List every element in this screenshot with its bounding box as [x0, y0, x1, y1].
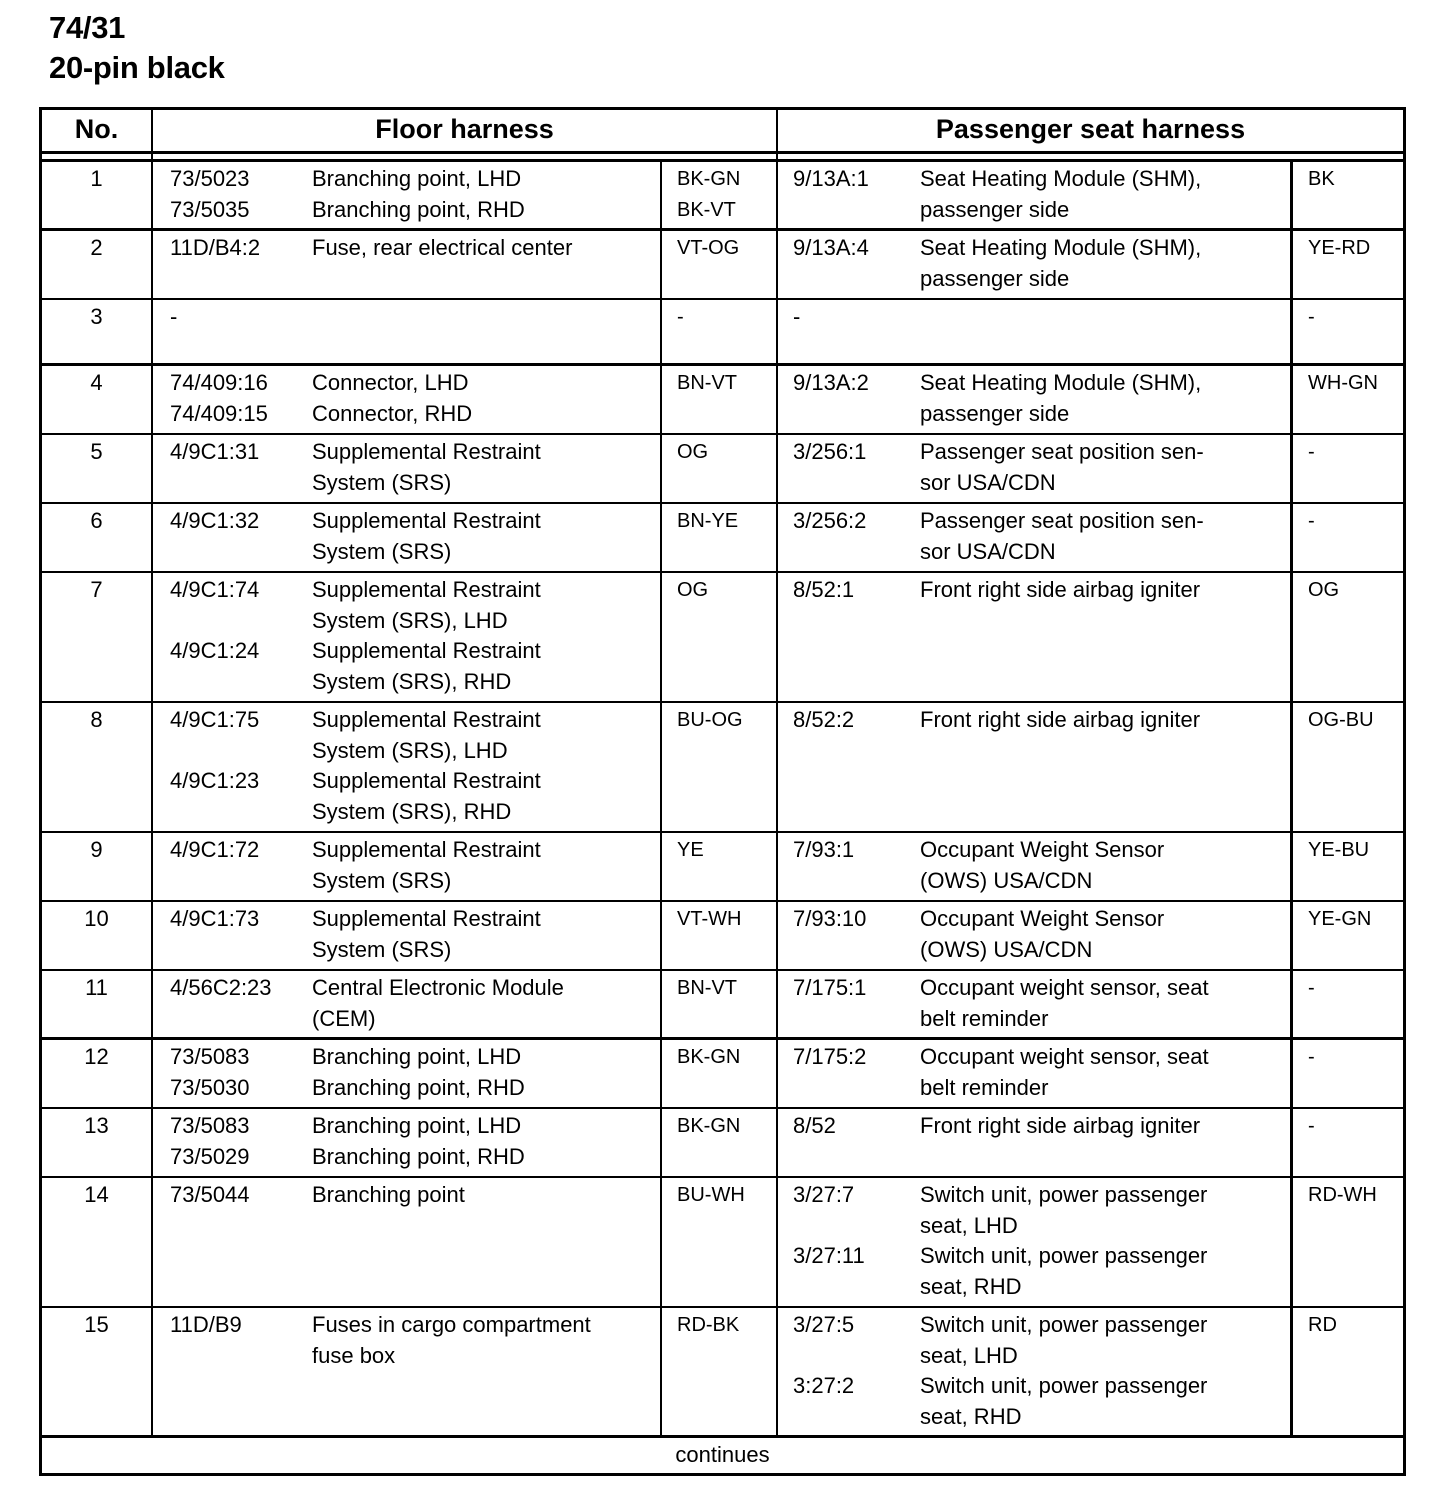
- table-row: [42, 1178, 1403, 1308]
- passenger-component-ref: 9/13A:1: [793, 166, 869, 191]
- passenger-component-ref: 3/256:2: [793, 508, 867, 533]
- passenger-component-description: Seat Heating Module (SHM),: [920, 166, 1202, 191]
- floor-component-description: Connector, LHD: [312, 370, 469, 395]
- passenger-component-description: Switch unit, power passenger: [920, 1373, 1208, 1398]
- floor-component-ref: 73/5044: [170, 1182, 250, 1207]
- passenger-ref-cell: [778, 504, 920, 571]
- table-row: [42, 573, 1403, 703]
- wire-color: BN-VT: [677, 977, 737, 999]
- passenger-component-description: Switch unit, power passenger: [920, 1243, 1208, 1268]
- passenger-component-description: sor USA/CDN: [920, 538, 1056, 564]
- wire-color: YE-BU: [1308, 839, 1370, 861]
- floor-desc-cell: [312, 833, 660, 900]
- floor-wire-color-cell: [660, 902, 778, 969]
- floor-component-ref: 73/5029: [170, 1143, 250, 1169]
- floor-component-ref: 73/5023: [170, 166, 250, 191]
- floor-wire-color-cell: [660, 971, 778, 1037]
- passenger-component-description: passenger side: [920, 196, 1070, 222]
- floor-ref-cell: [153, 1178, 312, 1306]
- floor-component-ref: 11D/B9: [170, 1312, 242, 1337]
- floor-component-description: [312, 264, 660, 295]
- floor-ref-cell: [153, 703, 312, 831]
- pin-number: 4: [42, 366, 153, 433]
- passenger-component-description: [920, 302, 1290, 333]
- floor-ref-cell: [153, 902, 312, 969]
- floor-ref-cell: [153, 1308, 312, 1435]
- pin-number: 1: [42, 162, 153, 228]
- floor-component-description: Fuses in cargo compartment: [312, 1312, 591, 1337]
- floor-component-ref: 11D/B4:2: [170, 235, 261, 260]
- pin-number: 11: [42, 971, 153, 1037]
- passenger-desc-cell: [920, 573, 1290, 701]
- passenger-component-ref: 3/256:1: [793, 439, 867, 464]
- passenger-desc-cell: [920, 833, 1290, 900]
- wire-color: YE: [677, 839, 704, 861]
- wire-color: WH-GN: [1308, 372, 1378, 394]
- floor-component-description: Branching point, LHD: [312, 166, 522, 191]
- passenger-component-ref: 8/52:2: [793, 707, 855, 732]
- floor-ref-cell: [153, 504, 312, 571]
- floor-desc-cell: [312, 1109, 660, 1176]
- floor-ref-cell: [153, 366, 312, 433]
- passenger-component-description: seat, LHD: [920, 1342, 1018, 1368]
- pin-number: 12: [42, 1040, 153, 1107]
- passenger-component-description: Front right side airbag igniter: [920, 577, 1201, 602]
- table-body: [42, 162, 1403, 1438]
- floor-component-ref: -: [170, 304, 178, 329]
- passenger-ref-cell: [778, 971, 920, 1037]
- floor-component-description: Supplemental Restraint: [312, 837, 541, 862]
- passenger-component-description: seat, RHD: [920, 1273, 1022, 1299]
- floor-desc-cell: [312, 504, 660, 571]
- passenger-component-ref: 8/52: [793, 1113, 836, 1138]
- header-no: No.: [42, 110, 153, 151]
- document-title: [49, 8, 225, 88]
- passenger-component-description: Occupant weight sensor, seat: [920, 1044, 1209, 1069]
- wire-color: RD-BK: [677, 1314, 740, 1336]
- passenger-component-ref: 7/175:2: [793, 1044, 867, 1069]
- pinout-table: [39, 107, 1406, 1476]
- passenger-component-description: Front right side airbag igniter: [920, 707, 1201, 732]
- wire-color: BN-VT: [677, 372, 737, 394]
- passenger-component-description: seat, LHD: [920, 1212, 1018, 1238]
- passenger-ref-cell: [778, 902, 920, 969]
- passenger-component-ref: 7/93:10: [793, 906, 867, 931]
- passenger-component-ref: 3/27:7: [793, 1182, 855, 1207]
- floor-desc-cell: [312, 231, 660, 298]
- passenger-component-description: Occupant Weight Sensor: [920, 906, 1165, 931]
- passenger-desc-cell: [920, 1178, 1290, 1306]
- passenger-desc-cell: [920, 162, 1290, 228]
- floor-wire-color-cell: [660, 1109, 778, 1176]
- header-separator: [42, 154, 1403, 162]
- passenger-component-ref: 3:27:2: [793, 1373, 855, 1398]
- passenger-component-description: sor USA/CDN: [920, 469, 1056, 495]
- floor-wire-color-cell: [660, 1178, 778, 1306]
- passenger-ref-cell: [778, 1178, 920, 1306]
- floor-component-description: Branching point: [312, 1182, 465, 1207]
- floor-component-ref: 4/9C1:31: [170, 439, 260, 464]
- pin-number: 14: [42, 1178, 153, 1306]
- passenger-component-description: passenger side: [920, 400, 1070, 426]
- passenger-desc-cell: [920, 703, 1290, 831]
- table-row: [42, 231, 1403, 300]
- floor-component-description: [312, 302, 660, 333]
- passenger-wire-color-cell: [1290, 971, 1403, 1037]
- pin-number: 13: [42, 1109, 153, 1176]
- passenger-ref-cell: [778, 833, 920, 900]
- floor-ref-cell: [153, 1040, 312, 1107]
- passenger-desc-cell: [920, 902, 1290, 969]
- wire-color: BU-OG: [677, 709, 743, 731]
- wire-color: BK: [1308, 168, 1335, 190]
- passenger-wire-color-cell: [1290, 902, 1403, 969]
- passenger-component-ref: 9/13A:4: [793, 235, 869, 260]
- table-header: [42, 110, 1403, 154]
- passenger-desc-cell: [920, 1040, 1290, 1107]
- floor-component-ref: 4/9C1:23: [170, 768, 260, 793]
- passenger-component-description: Passenger seat position sen-: [920, 508, 1204, 533]
- wire-color: -: [1308, 1115, 1315, 1137]
- passenger-desc-cell: [920, 1109, 1290, 1176]
- passenger-component-description: Occupant Weight Sensor: [920, 837, 1165, 862]
- floor-desc-cell: [312, 435, 660, 502]
- floor-wire-color-cell: [660, 1308, 778, 1435]
- floor-wire-color-cell: [660, 300, 778, 363]
- floor-component-description: System (SRS): [312, 538, 452, 564]
- floor-ref-cell: [153, 1109, 312, 1176]
- passenger-component-description: Seat Heating Module (SHM),: [920, 370, 1202, 395]
- floor-component-description: (CEM): [312, 1005, 376, 1031]
- floor-component-description: Supplemental Restraint: [312, 906, 541, 931]
- floor-desc-cell: [312, 971, 660, 1037]
- passenger-desc-cell: [920, 231, 1290, 298]
- floor-wire-color-cell: [660, 703, 778, 831]
- floor-desc-cell: [312, 573, 660, 701]
- floor-component-ref: 73/5035: [170, 196, 250, 222]
- pin-number: 3: [42, 300, 153, 363]
- passenger-wire-color-cell: [1290, 1178, 1403, 1306]
- passenger-component-description: Switch unit, power passenger: [920, 1312, 1208, 1337]
- wire-color: VT-WH: [677, 908, 742, 930]
- wire-color: BN-YE: [677, 510, 739, 532]
- floor-component-description: Fuse, rear electrical center: [312, 235, 573, 260]
- wire-color: -: [1308, 441, 1315, 463]
- passenger-component-ref: 9/13A:2: [793, 370, 869, 395]
- passenger-component-ref: -: [793, 304, 801, 329]
- floor-component-description: Supplemental Restraint: [312, 768, 541, 793]
- floor-desc-cell: [312, 300, 660, 363]
- floor-ref-cell: [153, 162, 312, 228]
- floor-component-ref: 73/5083: [170, 1044, 250, 1069]
- passenger-ref-cell: [778, 1308, 920, 1435]
- floor-component-description: fuse box: [312, 1342, 396, 1368]
- floor-component-description: Supplemental Restraint: [312, 439, 541, 464]
- floor-wire-color-cell: [660, 435, 778, 502]
- pin-number: 6: [42, 504, 153, 571]
- floor-component-description: Branching point, RHD: [312, 1143, 525, 1169]
- floor-component-ref: 74/409:15: [170, 400, 268, 426]
- floor-desc-cell: [312, 1178, 660, 1306]
- floor-component-description: Branching point, RHD: [312, 1074, 525, 1100]
- floor-component-description: System (SRS), RHD: [312, 798, 512, 824]
- floor-component-description: Supplemental Restraint: [312, 638, 541, 663]
- wire-color: OG-BU: [1308, 709, 1374, 731]
- floor-component-description: Supplemental Restraint: [312, 508, 541, 533]
- table-row: [42, 162, 1403, 231]
- wire-color: OG: [1308, 579, 1340, 601]
- passenger-component-ref: 7/175:1: [793, 975, 867, 1000]
- table-row: [42, 1308, 1403, 1438]
- wire-color: BU-WH: [677, 1184, 745, 1206]
- floor-component-ref: 73/5030: [170, 1074, 250, 1100]
- passenger-wire-color-cell: [1290, 366, 1403, 433]
- pin-number: 9: [42, 833, 153, 900]
- passenger-wire-color-cell: [1290, 1109, 1403, 1176]
- passenger-desc-cell: [920, 1308, 1290, 1435]
- floor-component-description: Branching point, RHD: [312, 196, 525, 222]
- wire-color: -: [1308, 1046, 1315, 1068]
- passenger-wire-color-cell: [1290, 300, 1403, 363]
- floor-component-description: System (SRS), LHD: [312, 737, 508, 763]
- pin-number: 7: [42, 573, 153, 701]
- floor-wire-color-cell: [660, 1040, 778, 1107]
- floor-component-description: System (SRS), RHD: [312, 668, 512, 694]
- passenger-ref-cell: [778, 300, 920, 363]
- floor-desc-cell: [312, 162, 660, 228]
- pin-number: 10: [42, 902, 153, 969]
- floor-component-ref: 4/9C1:74: [170, 577, 260, 602]
- wire-color: -: [1308, 510, 1315, 532]
- table-row: [42, 971, 1403, 1040]
- passenger-wire-color-cell: [1290, 435, 1403, 502]
- table-row: [42, 504, 1403, 573]
- passenger-wire-color-cell: [1290, 573, 1403, 701]
- passenger-ref-cell: [778, 231, 920, 298]
- passenger-component-description: Passenger seat position sen-: [920, 439, 1204, 464]
- header-passenger-seat-harness: Passenger seat harness: [935, 114, 1246, 144]
- passenger-component-ref: 3/27:5: [793, 1312, 855, 1337]
- table-row: [42, 366, 1403, 435]
- floor-component-ref: 4/56C2:23: [170, 975, 272, 1000]
- wire-color: VT-OG: [677, 237, 740, 259]
- floor-wire-color-cell: [660, 833, 778, 900]
- passenger-desc-cell: [920, 300, 1290, 363]
- floor-desc-cell: [312, 703, 660, 831]
- table-row: [42, 435, 1403, 504]
- floor-ref-cell: [153, 971, 312, 1037]
- floor-component-ref: 4/9C1:32: [170, 508, 260, 533]
- pin-number: 5: [42, 435, 153, 502]
- pin-number: 15: [42, 1308, 153, 1435]
- passenger-wire-color-cell: [1290, 162, 1403, 228]
- floor-ref-cell: [153, 231, 312, 298]
- passenger-desc-cell: [920, 971, 1290, 1037]
- floor-component-ref: 4/9C1:72: [170, 837, 260, 862]
- passenger-desc-cell: [920, 504, 1290, 571]
- floor-component-ref: 4/9C1:75: [170, 707, 260, 732]
- passenger-wire-color-cell: [1290, 833, 1403, 900]
- floor-component-ref: 4/9C1:24: [170, 638, 260, 663]
- floor-wire-color-cell: [660, 366, 778, 433]
- wire-color: YE-RD: [1308, 237, 1371, 259]
- wire-color: RD: [1308, 1314, 1337, 1336]
- passenger-component-description: (OWS) USA/CDN: [920, 867, 1093, 893]
- floor-desc-cell: [312, 1040, 660, 1107]
- floor-component-description: System (SRS): [312, 936, 452, 962]
- floor-component-ref: 74/409:16: [170, 370, 268, 395]
- passenger-ref-cell: [778, 573, 920, 701]
- header-floor-harness: Floor harness: [153, 110, 778, 151]
- floor-wire-color-cell: [660, 573, 778, 701]
- table-row: [42, 902, 1403, 971]
- floor-ref-cell: [153, 435, 312, 502]
- floor-desc-cell: [312, 1308, 660, 1435]
- pin-number: 8: [42, 703, 153, 831]
- floor-ref-cell: [153, 300, 312, 363]
- passenger-component-description: Front right side airbag igniter: [920, 1113, 1201, 1138]
- passenger-desc-cell: [920, 435, 1290, 502]
- passenger-component-description: belt reminder: [920, 1005, 1049, 1031]
- passenger-component-description: Switch unit, power passenger: [920, 1182, 1208, 1207]
- passenger-component-description: (OWS) USA/CDN: [920, 936, 1093, 962]
- wire-color: BK-GN: [677, 168, 741, 190]
- table-row: [42, 1040, 1403, 1109]
- passenger-component-description: Occupant weight sensor, seat: [920, 975, 1209, 1000]
- floor-component-ref: 4/9C1:73: [170, 906, 260, 931]
- wire-color: OG: [677, 579, 709, 601]
- wire-color: BK-GN: [677, 1115, 741, 1137]
- passenger-component-ref: 8/52:1: [793, 577, 855, 602]
- connector-id: 74/31: [49, 10, 126, 45]
- floor-component-ref: 73/5083: [170, 1113, 250, 1138]
- passenger-component-description: Seat Heating Module (SHM),: [920, 235, 1202, 260]
- wire-color: YE-GN: [1308, 908, 1372, 930]
- floor-component-description: Branching point, LHD: [312, 1044, 522, 1069]
- floor-wire-color-cell: [660, 231, 778, 298]
- floor-wire-color-cell: [660, 162, 778, 228]
- table-row: [42, 1109, 1403, 1178]
- passenger-wire-color-cell: [1290, 1308, 1403, 1435]
- passenger-component-description: passenger side: [920, 265, 1070, 291]
- wire-color: -: [677, 306, 684, 328]
- table-row: [42, 300, 1403, 366]
- wire-color: -: [1308, 306, 1315, 328]
- connector-description: 20-pin black: [49, 50, 225, 85]
- passenger-wire-color-cell: [1290, 231, 1403, 298]
- passenger-wire-color-cell: [1290, 703, 1403, 831]
- passenger-wire-color-cell: [1290, 1040, 1403, 1107]
- passenger-component-description: belt reminder: [920, 1074, 1049, 1100]
- continues-note: continues: [675, 1442, 770, 1467]
- floor-wire-color-cell: [660, 504, 778, 571]
- wire-color: BK-GN: [677, 1046, 741, 1068]
- floor-component-description: Connector, RHD: [312, 400, 473, 426]
- passenger-component-ref: 3/27:11: [793, 1243, 865, 1268]
- wire-color: OG: [677, 441, 709, 463]
- floor-component-description: System (SRS): [312, 469, 452, 495]
- passenger-ref-cell: [778, 162, 920, 228]
- passenger-wire-color-cell: [1290, 504, 1403, 571]
- floor-component-description: Supplemental Restraint: [312, 577, 541, 602]
- passenger-ref-cell: [778, 703, 920, 831]
- passenger-ref-cell: [778, 435, 920, 502]
- passenger-component-description: seat, RHD: [920, 1403, 1022, 1429]
- passenger-ref-cell: [778, 1109, 920, 1176]
- floor-component-description: Central Electronic Module: [312, 975, 564, 1000]
- wire-color: RD-WH: [1308, 1184, 1377, 1206]
- passenger-ref-cell: [778, 1040, 920, 1107]
- floor-component-description: Branching point, LHD: [312, 1113, 522, 1138]
- wire-color: -: [1308, 977, 1315, 999]
- floor-component-description: Supplemental Restraint: [312, 707, 541, 732]
- floor-ref-cell: [153, 833, 312, 900]
- wire-color: BK-VT: [677, 198, 736, 221]
- floor-component-description: System (SRS): [312, 867, 452, 893]
- floor-component-description: System (SRS), LHD: [312, 607, 508, 633]
- floor-desc-cell: [312, 902, 660, 969]
- floor-desc-cell: [312, 366, 660, 433]
- table-row: [42, 833, 1403, 902]
- table-row: [42, 703, 1403, 833]
- passenger-component-ref: 7/93:1: [793, 837, 855, 862]
- passenger-ref-cell: [778, 366, 920, 433]
- pin-number: 2: [42, 231, 153, 298]
- passenger-desc-cell: [920, 366, 1290, 433]
- floor-ref-cell: [153, 573, 312, 701]
